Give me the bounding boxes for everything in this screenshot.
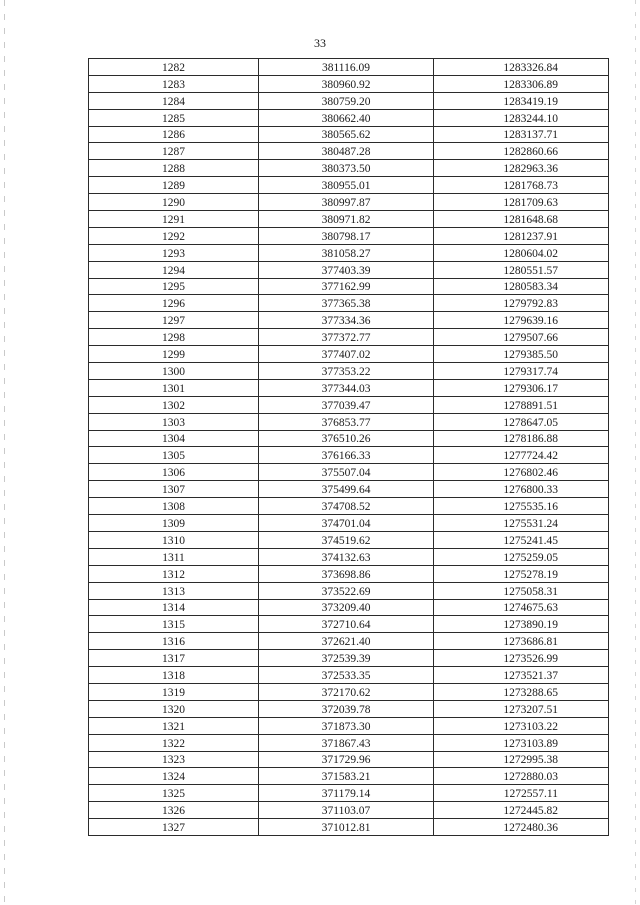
point-id-cell: 1303 xyxy=(89,413,259,430)
point-id-cell: 1290 xyxy=(89,194,259,211)
x-coordinate-cell: 375507.04 xyxy=(259,464,434,481)
y-coordinate-cell: 1276802.46 xyxy=(434,464,609,481)
table-row xyxy=(89,599,609,616)
point-id-cell: 1301 xyxy=(89,379,259,396)
point-id-cell: 1321 xyxy=(89,717,259,734)
point-id-cell: 1297 xyxy=(89,312,259,329)
point-id-cell: 1306 xyxy=(89,464,259,481)
y-coordinate-cell: 1277724.42 xyxy=(434,447,609,464)
x-coordinate-cell: 372170.62 xyxy=(259,683,434,700)
x-coordinate-cell: 373522.69 xyxy=(259,582,434,599)
x-coordinate-cell: 376853.77 xyxy=(259,413,434,430)
point-id-cell: 1302 xyxy=(89,396,259,413)
y-coordinate-cell: 1272557.11 xyxy=(434,785,609,802)
x-coordinate-cell: 377372.77 xyxy=(259,329,434,346)
y-coordinate-cell: 1280551.57 xyxy=(434,261,609,278)
y-coordinate-cell: 1273207.51 xyxy=(434,700,609,717)
y-coordinate-cell: 1275259.05 xyxy=(434,548,609,565)
point-id-cell: 1295 xyxy=(89,278,259,295)
x-coordinate-cell: 380662.40 xyxy=(259,109,434,126)
point-id-cell: 1326 xyxy=(89,802,259,819)
table-row xyxy=(89,464,609,481)
x-coordinate-cell: 371103.07 xyxy=(259,802,434,819)
point-id-cell: 1309 xyxy=(89,515,259,532)
point-id-cell: 1293 xyxy=(89,244,259,261)
y-coordinate-cell: 1281648.68 xyxy=(434,211,609,228)
y-coordinate-cell: 1279792.83 xyxy=(434,295,609,312)
table-row xyxy=(89,498,609,515)
table-row xyxy=(89,430,609,447)
table-row xyxy=(89,244,609,261)
x-coordinate-cell: 377403.39 xyxy=(259,261,434,278)
x-coordinate-cell: 371867.43 xyxy=(259,734,434,751)
x-coordinate-cell: 380960.92 xyxy=(259,75,434,92)
table-row xyxy=(89,177,609,194)
point-id-cell: 1304 xyxy=(89,430,259,447)
table-row xyxy=(89,785,609,802)
x-coordinate-cell: 377344.03 xyxy=(259,379,434,396)
y-coordinate-cell: 1282860.66 xyxy=(434,143,609,160)
x-coordinate-cell: 381116.09 xyxy=(259,59,434,76)
table-row xyxy=(89,734,609,751)
x-coordinate-cell: 371873.30 xyxy=(259,717,434,734)
y-coordinate-cell: 1279639.16 xyxy=(434,312,609,329)
y-coordinate-cell: 1279385.50 xyxy=(434,346,609,363)
point-id-cell: 1300 xyxy=(89,363,259,380)
y-coordinate-cell: 1283244.10 xyxy=(434,109,609,126)
table-row xyxy=(89,565,609,582)
y-coordinate-cell: 1273686.81 xyxy=(434,633,609,650)
table-row xyxy=(89,363,609,380)
point-id-cell: 1284 xyxy=(89,92,259,109)
y-coordinate-cell: 1272480.36 xyxy=(434,819,609,836)
table-row xyxy=(89,211,609,228)
table-row xyxy=(89,92,609,109)
point-id-cell: 1314 xyxy=(89,599,259,616)
table-row xyxy=(89,751,609,768)
x-coordinate-cell: 375499.64 xyxy=(259,481,434,498)
point-id-cell: 1324 xyxy=(89,768,259,785)
y-coordinate-cell: 1278186.88 xyxy=(434,430,609,447)
table-row xyxy=(89,413,609,430)
x-coordinate-cell: 377334.36 xyxy=(259,312,434,329)
table-row xyxy=(89,819,609,836)
point-id-cell: 1308 xyxy=(89,498,259,515)
y-coordinate-cell: 1279306.17 xyxy=(434,379,609,396)
point-id-cell: 1325 xyxy=(89,785,259,802)
table-row xyxy=(89,667,609,684)
table-row xyxy=(89,481,609,498)
x-coordinate-cell: 374519.62 xyxy=(259,531,434,548)
x-coordinate-cell: 372621.40 xyxy=(259,633,434,650)
y-coordinate-cell: 1275278.19 xyxy=(434,565,609,582)
point-id-cell: 1298 xyxy=(89,329,259,346)
y-coordinate-cell: 1283326.84 xyxy=(434,59,609,76)
table-row xyxy=(89,616,609,633)
x-coordinate-cell: 380955.01 xyxy=(259,177,434,194)
y-coordinate-cell: 1273103.89 xyxy=(434,734,609,751)
x-coordinate-cell: 380487.28 xyxy=(259,143,434,160)
x-coordinate-cell: 371012.81 xyxy=(259,819,434,836)
table-row xyxy=(89,227,609,244)
page-number: 33 xyxy=(314,36,326,50)
table-row xyxy=(89,312,609,329)
y-coordinate-cell: 1275535.16 xyxy=(434,498,609,515)
y-coordinate-cell: 1278647.05 xyxy=(434,413,609,430)
y-coordinate-cell: 1283306.89 xyxy=(434,75,609,92)
table-row xyxy=(89,650,609,667)
point-id-cell: 1317 xyxy=(89,650,259,667)
x-coordinate-cell: 377162.99 xyxy=(259,278,434,295)
y-coordinate-cell: 1279507.66 xyxy=(434,329,609,346)
x-coordinate-cell: 380798.17 xyxy=(259,227,434,244)
table-row xyxy=(89,160,609,177)
point-id-cell: 1312 xyxy=(89,565,259,582)
point-id-cell: 1294 xyxy=(89,261,259,278)
y-coordinate-cell: 1273103.22 xyxy=(434,717,609,734)
table-row xyxy=(89,633,609,650)
table-row xyxy=(89,126,609,143)
y-coordinate-cell: 1276800.33 xyxy=(434,481,609,498)
y-coordinate-cell: 1283419.19 xyxy=(434,92,609,109)
x-coordinate-cell: 371729.96 xyxy=(259,751,434,768)
table-row xyxy=(89,109,609,126)
x-coordinate-cell: 372710.64 xyxy=(259,616,434,633)
point-id-cell: 1320 xyxy=(89,700,259,717)
point-id-cell: 1291 xyxy=(89,211,259,228)
point-id-cell: 1307 xyxy=(89,481,259,498)
point-id-cell: 1318 xyxy=(89,667,259,684)
x-coordinate-cell: 374701.04 xyxy=(259,515,434,532)
table-row xyxy=(89,329,609,346)
table-row xyxy=(89,143,609,160)
x-coordinate-cell: 372533.35 xyxy=(259,667,434,684)
table-row xyxy=(89,515,609,532)
table-row xyxy=(89,700,609,717)
point-id-cell: 1323 xyxy=(89,751,259,768)
y-coordinate-cell: 1274675.63 xyxy=(434,599,609,616)
point-id-cell: 1289 xyxy=(89,177,259,194)
y-coordinate-cell: 1279317.74 xyxy=(434,363,609,380)
y-coordinate-cell: 1273288.65 xyxy=(434,683,609,700)
y-coordinate-cell: 1272880.03 xyxy=(434,768,609,785)
x-coordinate-cell: 371179.14 xyxy=(259,785,434,802)
y-coordinate-cell: 1272995.38 xyxy=(434,751,609,768)
x-coordinate-cell: 372539.39 xyxy=(259,650,434,667)
x-coordinate-cell: 376166.33 xyxy=(259,447,434,464)
x-coordinate-cell: 377039.47 xyxy=(259,396,434,413)
table-row xyxy=(89,582,609,599)
y-coordinate-cell: 1273521.37 xyxy=(434,667,609,684)
point-id-cell: 1319 xyxy=(89,683,259,700)
table-row xyxy=(89,396,609,413)
x-coordinate-cell: 374708.52 xyxy=(259,498,434,515)
y-coordinate-cell: 1272445.82 xyxy=(434,802,609,819)
point-id-cell: 1327 xyxy=(89,819,259,836)
y-coordinate-cell: 1280583.34 xyxy=(434,278,609,295)
table-row xyxy=(89,683,609,700)
y-coordinate-cell: 1273890.19 xyxy=(434,616,609,633)
table-row xyxy=(89,447,609,464)
table-row xyxy=(89,379,609,396)
coordinate-table-body xyxy=(89,59,609,836)
table-row xyxy=(89,802,609,819)
x-coordinate-cell: 380759.20 xyxy=(259,92,434,109)
x-coordinate-cell: 371583.21 xyxy=(259,768,434,785)
y-coordinate-cell: 1273526.99 xyxy=(434,650,609,667)
table-row xyxy=(89,768,609,785)
table-row xyxy=(89,295,609,312)
table-row xyxy=(89,194,609,211)
y-coordinate-cell: 1278891.51 xyxy=(434,396,609,413)
table-row xyxy=(89,261,609,278)
x-coordinate-cell: 380565.62 xyxy=(259,126,434,143)
y-coordinate-cell: 1282963.36 xyxy=(434,160,609,177)
x-coordinate-cell: 377365.38 xyxy=(259,295,434,312)
point-id-cell: 1299 xyxy=(89,346,259,363)
point-id-cell: 1286 xyxy=(89,126,259,143)
point-id-cell: 1316 xyxy=(89,633,259,650)
table-row xyxy=(89,548,609,565)
x-coordinate-cell: 381058.27 xyxy=(259,244,434,261)
x-coordinate-cell: 377407.02 xyxy=(259,346,434,363)
y-coordinate-cell: 1281768.73 xyxy=(434,177,609,194)
point-id-cell: 1315 xyxy=(89,616,259,633)
x-coordinate-cell: 380997.87 xyxy=(259,194,434,211)
table-row xyxy=(89,75,609,92)
y-coordinate-cell: 1275531.24 xyxy=(434,515,609,532)
point-id-cell: 1287 xyxy=(89,143,259,160)
point-id-cell: 1310 xyxy=(89,531,259,548)
y-coordinate-cell: 1283137.71 xyxy=(434,126,609,143)
point-id-cell: 1313 xyxy=(89,582,259,599)
x-coordinate-cell: 380971.82 xyxy=(259,211,434,228)
point-id-cell: 1292 xyxy=(89,227,259,244)
table-row xyxy=(89,278,609,295)
y-coordinate-cell: 1281709.63 xyxy=(434,194,609,211)
table-row xyxy=(89,346,609,363)
point-id-cell: 1305 xyxy=(89,447,259,464)
table-row xyxy=(89,59,609,76)
x-coordinate-cell: 373209.40 xyxy=(259,599,434,616)
table-row xyxy=(89,531,609,548)
x-coordinate-cell: 377353.22 xyxy=(259,363,434,380)
scan-edge-left xyxy=(4,0,5,905)
point-id-cell: 1282 xyxy=(89,59,259,76)
table-row xyxy=(89,717,609,734)
point-id-cell: 1285 xyxy=(89,109,259,126)
x-coordinate-cell: 372039.78 xyxy=(259,700,434,717)
point-id-cell: 1296 xyxy=(89,295,259,312)
y-coordinate-cell: 1280604.02 xyxy=(434,244,609,261)
y-coordinate-cell: 1275241.45 xyxy=(434,531,609,548)
coordinate-table xyxy=(88,58,609,836)
scan-edge-right xyxy=(635,0,636,905)
y-coordinate-cell: 1281237.91 xyxy=(434,227,609,244)
x-coordinate-cell: 373698.86 xyxy=(259,565,434,582)
y-coordinate-cell: 1275058.31 xyxy=(434,582,609,599)
point-id-cell: 1311 xyxy=(89,548,259,565)
x-coordinate-cell: 380373.50 xyxy=(259,160,434,177)
point-id-cell: 1288 xyxy=(89,160,259,177)
x-coordinate-cell: 374132.63 xyxy=(259,548,434,565)
point-id-cell: 1283 xyxy=(89,75,259,92)
point-id-cell: 1322 xyxy=(89,734,259,751)
x-coordinate-cell: 376510.26 xyxy=(259,430,434,447)
